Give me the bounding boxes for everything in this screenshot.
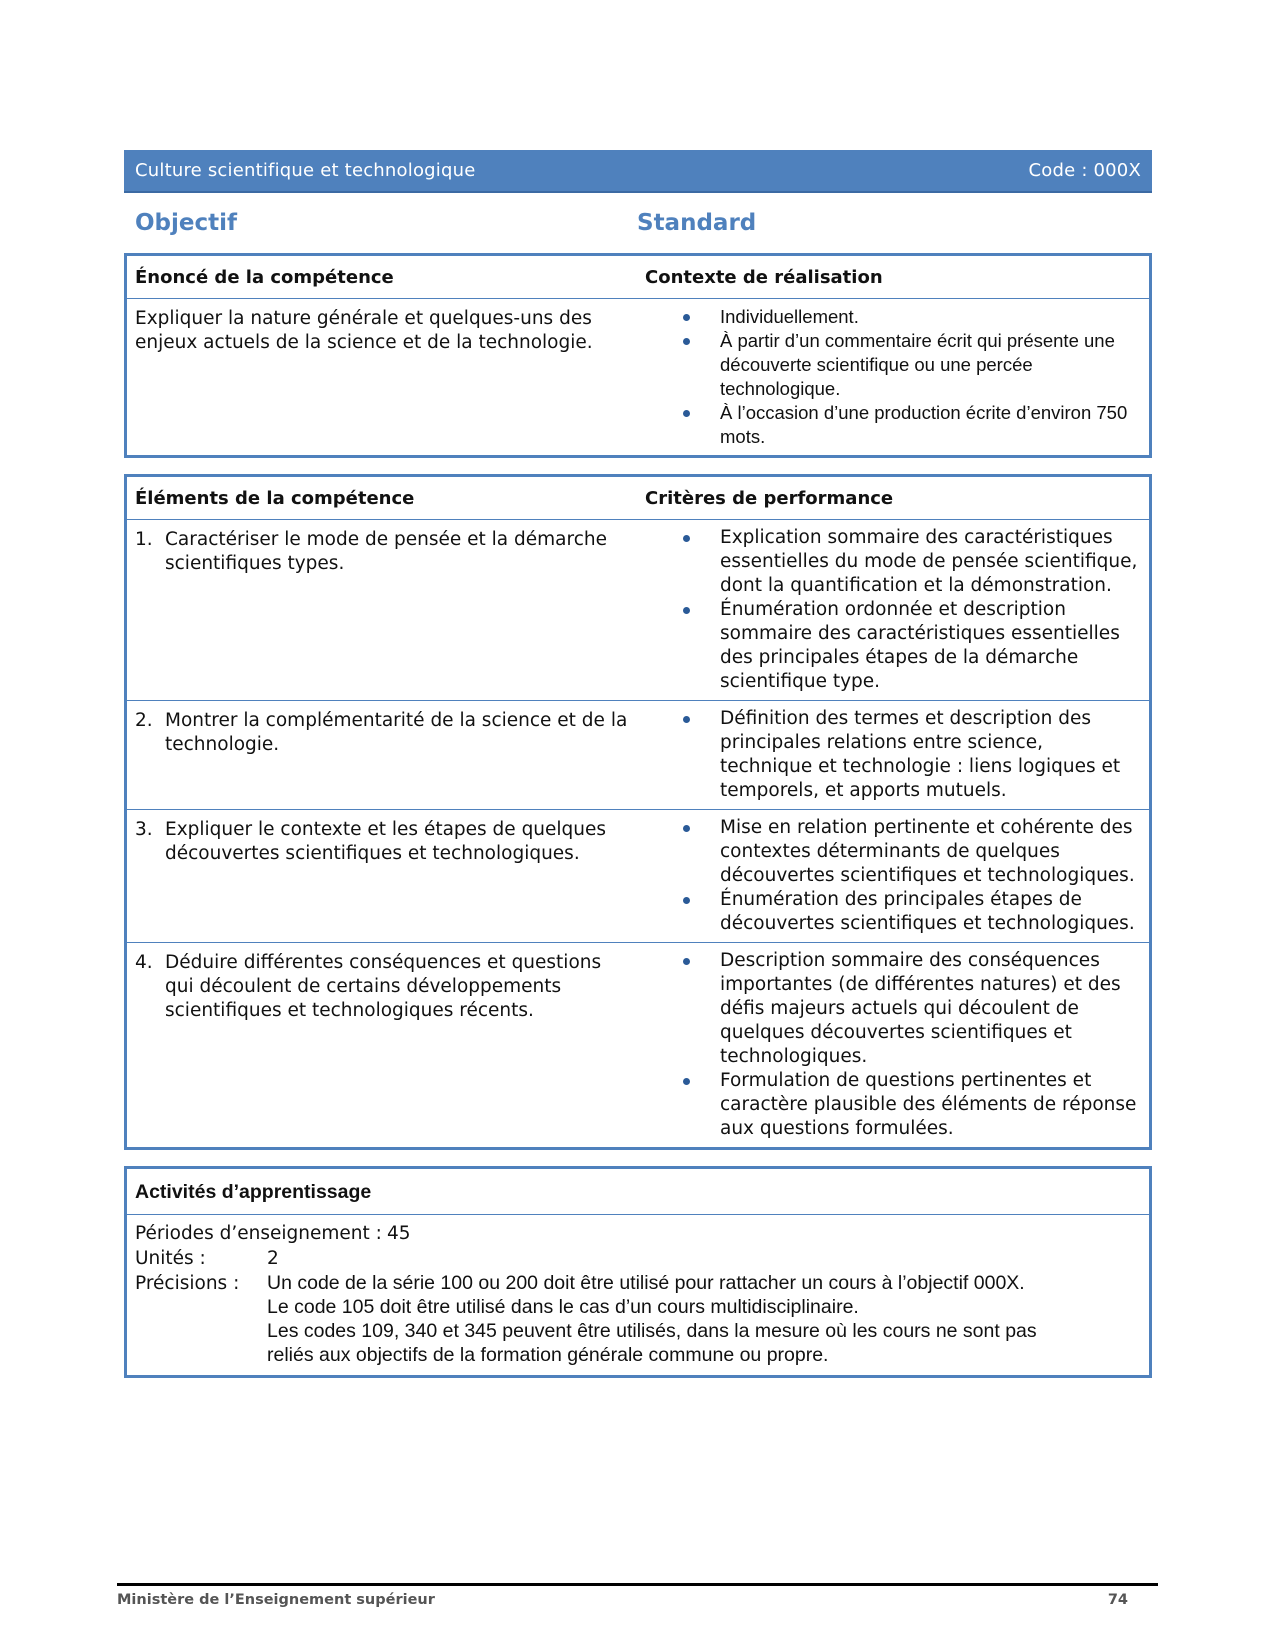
bullet-icon	[683, 958, 690, 965]
bullet-icon	[683, 535, 690, 542]
criteria-item: Formulation de questions pertinentes et caractère plausible des éléments de réponse aux questions formulées.	[645, 1069, 1141, 1141]
bullet-icon	[683, 314, 690, 321]
context-list	[645, 305, 1141, 449]
criteria-item: Définition des termes et description des principales relations entre science, technique et technologie : liens logiques et temporels, et apports mutuels.	[645, 707, 1141, 803]
element-row	[127, 700, 1149, 809]
periods-row	[135, 1221, 1141, 1246]
activities-header: Activités d’apprentissage	[135, 1181, 372, 1203]
precisions-row	[135, 1271, 1141, 1367]
precisions-label: Précisions :	[135, 1273, 240, 1294]
context-header: Contexte de réalisation	[645, 267, 883, 288]
criteria-header: Critères de performance	[645, 488, 894, 509]
footer-publisher: Ministère de l’Enseignement supérieur	[117, 1592, 435, 1608]
criteria-item: Explication sommaire des caractéristiques essentielles du mode de pensée scientifique, dont la quantification et la démonstration.	[645, 526, 1141, 598]
bullet-icon	[683, 410, 690, 417]
page-footer	[117, 1583, 1158, 1608]
elements-header: Éléments de la compétence	[135, 488, 415, 509]
units-label: Unités :	[135, 1248, 206, 1269]
activities-table	[124, 1166, 1152, 1378]
criteria-list	[645, 707, 1141, 803]
competence-body-row	[127, 298, 1149, 455]
competence-statement: Expliquer la nature générale et quelques-uns des enjeux actuels de la science et de la technologie.	[135, 308, 593, 353]
element-row	[127, 519, 1149, 700]
section-heads	[124, 193, 1152, 253]
criteria-item: Énumération des principales étapes de découvertes scientifiques et technologiques.	[645, 888, 1141, 936]
competence-table	[124, 253, 1152, 458]
page-number: 74	[1107, 1592, 1128, 1608]
elements-table	[124, 474, 1152, 1150]
element-row	[127, 942, 1149, 1147]
bullet-icon	[683, 338, 690, 345]
competence-header-row	[127, 256, 1149, 298]
criteria-item: Énumération ordonnée et description sommaire des caractéristiques essentielles des principales étapes de la démarche scientifique type.	[645, 598, 1141, 694]
element-item: 4. Déduire différentes conséquences et questions qui découlent de certains développements scientifiques et technologiques récents.	[135, 952, 602, 1021]
objectif-heading: Objectif	[135, 210, 238, 236]
precisions-text: Un code de la série 100 ou 200 doit être utilisé pour rattacher un cours à l’objectif 000X. Le code 105 doit être utilisé dans le cas d’un cours multidisciplinaire. Les codes 109, 340 et 345 peuvent être utilisés, dans la mesure où les cours ne sont pas reliés aux objectifs de la formation générale commune ou propre.	[267, 1272, 1037, 1366]
context-item: À partir d’un commentaire écrit qui présente une découverte scientifique ou une percée technologique.	[645, 329, 1141, 401]
bullet-icon	[683, 1078, 690, 1085]
periods-label: Périodes d’enseignement :	[135, 1223, 382, 1244]
course-sheet	[124, 150, 1152, 1394]
bullet-icon	[683, 825, 690, 832]
criteria-list	[645, 526, 1141, 694]
units-value: 2	[267, 1248, 279, 1269]
course-code: Code : 000X	[1028, 160, 1141, 181]
standard-heading: Standard	[637, 210, 757, 236]
context-item: À l’occasion d’une production écrite d’environ 750 mots.	[645, 401, 1141, 449]
activities-body	[127, 1214, 1149, 1375]
bullet-icon	[683, 607, 690, 614]
units-row	[135, 1246, 1141, 1271]
criteria-list	[645, 816, 1141, 936]
context-list-cell	[637, 299, 1149, 455]
context-item: Individuellement.	[645, 305, 1141, 329]
bullet-icon	[683, 897, 690, 904]
element-item: 3. Expliquer le contexte et les étapes de quelques découvertes scientifiques et technologiques.	[135, 819, 607, 864]
element-item: 2. Montrer la complémentarité de la science et de la technologie.	[135, 710, 628, 755]
competence-statement-header: Énoncé de la compétence	[135, 267, 394, 288]
periods-value: 45	[387, 1223, 411, 1244]
bullet-icon	[683, 716, 690, 723]
course-title-bar	[124, 150, 1152, 193]
course-title: Culture scientifique et technologique	[135, 160, 476, 181]
element-row	[127, 809, 1149, 942]
elements-header-row	[127, 477, 1149, 519]
criteria-list	[645, 949, 1141, 1141]
criteria-item: Description sommaire des conséquences importantes (de différentes natures) et des défis majeurs actuels qui découlent de quelques découvertes scientifiques et technologiques.	[645, 949, 1141, 1069]
criteria-item: Mise en relation pertinente et cohérente des contextes déterminants de quelques découvertes scientifiques et technologiques.	[645, 816, 1141, 888]
element-item: 1. Caractériser le mode de pensée et la démarche scientifiques types.	[135, 529, 607, 574]
